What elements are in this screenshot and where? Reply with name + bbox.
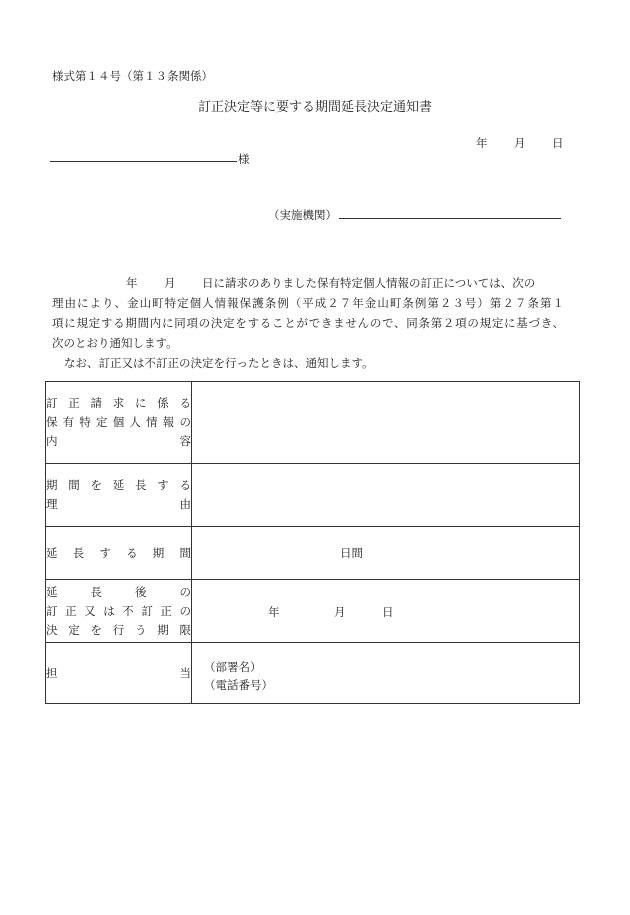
table-row [46, 464, 580, 527]
deadline-year: 年 [268, 605, 280, 619]
label-line: 延長後の [46, 584, 191, 599]
label-line: 保有特定個人情報の [46, 415, 191, 429]
body-line-2: 理由により、金山町特定個人情報保護条例（平成２７年金山町条例第２３号）第２７条第１ [52, 296, 564, 310]
label-line: 延長する期間 [46, 545, 191, 560]
body-line-1: に請求のありました保有特定個人情報の訂正については、次の [213, 276, 536, 290]
implementing-org-line[interactable] [339, 218, 561, 219]
label-line: 内容 [46, 434, 191, 448]
notice-body [52, 273, 564, 373]
label-line: 担 当 [46, 665, 191, 680]
value-extension-period[interactable] [192, 527, 580, 580]
table-row [46, 580, 580, 643]
label-line: 訂正又は不訂正の [46, 603, 191, 618]
label-line: 決定を行う期限 [46, 622, 191, 637]
label-extension-reason [46, 464, 192, 527]
contact-dept: （部署名） [204, 660, 262, 674]
label-contact [46, 643, 192, 704]
form-number: 様式第１４号（第１３条関係） [52, 69, 213, 83]
body-date-day: 日 [202, 276, 214, 290]
label-correction-content [46, 382, 192, 464]
date-month: 月 [514, 136, 526, 150]
document-title: 訂正決定等に要する期間延長決定通知書 [197, 100, 432, 115]
body-date-month: 月 [164, 276, 176, 290]
value-correction-content[interactable] [192, 382, 580, 464]
table-row [46, 382, 580, 464]
label-line: 訂正請求に係る [46, 396, 191, 410]
period-days: 日間 [340, 546, 363, 560]
contact-info [204, 658, 273, 694]
notice-table [45, 381, 580, 704]
body-date-year: 年 [126, 276, 138, 290]
contact-phone: （電話番号） [204, 678, 273, 692]
label-line: 理由 [46, 497, 191, 511]
deadline-month: 月 [334, 605, 346, 619]
value-extension-reason[interactable] [192, 464, 580, 527]
value-contact[interactable] [192, 643, 580, 704]
table-row [46, 527, 580, 580]
label-line: 期間を延長する [46, 478, 191, 492]
table-row [46, 643, 580, 704]
label-decision-deadline [46, 580, 192, 643]
label-extension-period [46, 527, 192, 580]
date-year: 年 [476, 136, 488, 150]
addressee-line[interactable] [50, 161, 237, 162]
addressee-suffix: 様 [238, 152, 250, 166]
value-decision-deadline[interactable] [192, 580, 580, 643]
deadline-day: 日 [382, 605, 394, 619]
date-day: 日 [552, 136, 564, 150]
body-line-3: 項に規定する期間内に同項の決定をすることができませんので、同条第２項の規定に基づき、 [52, 316, 564, 330]
body-line-5: なお、訂正又は不訂正の決定を行ったときは、通知します。 [64, 356, 374, 370]
issue-date [476, 135, 564, 151]
body-line-4: 次のとおり通知します。 [52, 336, 178, 350]
deadline-date [268, 604, 394, 620]
implementing-org-label: （実施機関） [268, 208, 337, 222]
